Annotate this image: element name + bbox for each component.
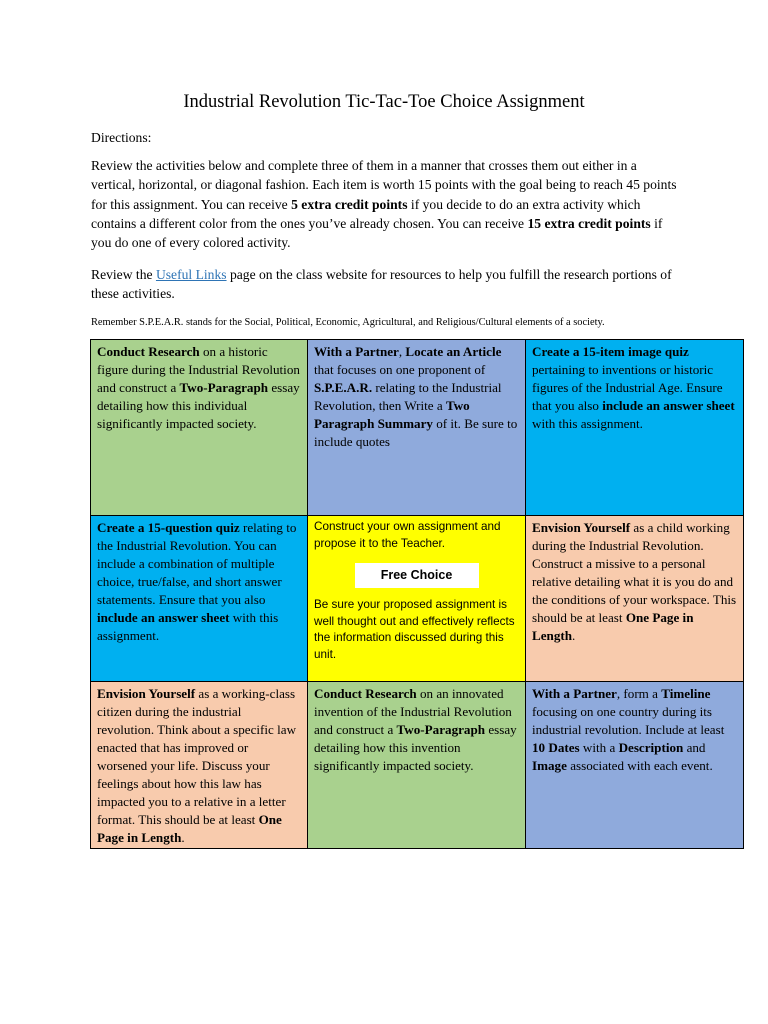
activity-cell-2-1 <box>91 516 308 682</box>
spear-note: Remember S.P.E.A.R. stands for the Social, Political, Economic, Agricultural, and Religious/Cultural elements of a society. <box>91 317 605 328</box>
cell-bold: include an answer sheet <box>97 610 230 625</box>
cell-text: pertaining to inventions or historic figures of the Industrial Age. Ensure that you also <box>532 362 723 413</box>
cell-text: Construct your own assignment and propose it to the Teacher. <box>314 520 501 550</box>
cell-bold: Envision Yourself <box>97 686 196 701</box>
activity-cell-2-3 <box>526 516 744 682</box>
cell-text: essay detailing how this invention significantly impacted society. <box>314 722 517 773</box>
cell-bold: Timeline <box>661 686 711 701</box>
cell-bold: One Page in Length <box>532 610 694 643</box>
cell-bold: Locate an Article <box>405 344 502 359</box>
activity-cell-3-2 <box>308 682 526 849</box>
cell-bold: Create a 15-question quiz <box>97 520 240 535</box>
cell-text: that focuses on one proponent of <box>314 362 486 377</box>
activity-cell-1-1 <box>91 340 308 516</box>
cell-text: . <box>572 628 576 643</box>
directions-text: Review the activities below and complete three of them in a manner that crosses them out either in a vertical, horizontal, or diagonal fashion. Each item is worth 15 points with the goal being to reach 45 points for this assignment. You can receive <box>91 158 677 212</box>
directions-label: Directions: <box>91 130 152 145</box>
cell-text: of it. Be sure to include quotes <box>314 416 518 449</box>
cell-bold: Envision Yourself <box>532 520 631 535</box>
cell-text: and <box>683 740 706 755</box>
cell-text: essay detailing how this individual significantly impacted society. <box>97 380 300 431</box>
cell-bold: Create a 15-item image quiz <box>532 344 689 359</box>
cell-bold: 10 Dates <box>532 740 580 755</box>
cell-text: as a child working during the Industrial Revolution. Construct a missive to a personal relative detailing what it is you do and the conditions of your workspace. This should be at least <box>532 520 737 625</box>
cell-text: , form a <box>616 686 662 701</box>
directions-text: if you decide to do an extra activity which contains a different color from the ones you’ve already chosen. You can receive <box>91 196 641 231</box>
cell-bold: Two Paragraph Summary <box>314 398 470 431</box>
cell-text: associated with each event. <box>566 758 713 773</box>
directions-text: if you do one of every colored activity. <box>91 215 663 251</box>
free-choice-box: Free Choice <box>355 563 479 588</box>
page-title: Industrial Revolution Tic-Tac-Toe Choice Assignment <box>183 92 585 112</box>
choice-board <box>90 339 744 849</box>
useful-links-link[interactable]: Useful Links <box>155 267 227 282</box>
extra-credit-5: 5 extra credit points <box>291 196 408 212</box>
cell-text: relating to the Industrial Revolution, then Write a <box>314 380 502 413</box>
cell-text: focusing on one country during its industrial revolution. Include at least <box>532 704 725 737</box>
cell-bold: Two-Paragraph <box>396 722 486 737</box>
cell-text: with a <box>579 740 619 755</box>
cell-text: with this assignment. <box>532 416 643 431</box>
activity-cell-2-2-free-choice <box>308 516 526 682</box>
cell-text: . <box>181 830 185 845</box>
resources-text: Review the <box>91 267 156 282</box>
resources-text: page on the class website for resources to help you fulfill the research portions of these activities. <box>91 267 672 302</box>
cell-text: as a working-class citizen during the industrial revolution. Think about a specific law enacted that has improved or worsened your life. Discuss your feelings about how this law has impacted you to a relative in a letter format. This should be at least <box>97 686 297 827</box>
cell-text: relating to the Industrial Revolution. You can include a combination of multiple choice, true/false, and short answer statements. Ensure that you also <box>97 520 297 607</box>
activity-cell-1-2 <box>308 340 526 516</box>
extra-credit-15: 15 extra credit points <box>527 215 651 231</box>
cell-text: , <box>398 344 406 359</box>
activity-cell-3-1 <box>91 682 308 849</box>
cell-bold: Two-Paragraph <box>179 380 269 395</box>
activity-cell-3-3 <box>526 682 744 849</box>
cell-bold: With a Partner <box>532 686 617 701</box>
cell-bold: Conduct Research <box>314 686 417 701</box>
cell-bold: Image <box>532 758 567 773</box>
cell-bold: include an answer sheet <box>602 398 735 413</box>
cell-bold: With a Partner <box>314 344 399 359</box>
cell-bold: Description <box>618 740 684 755</box>
activity-cell-1-3 <box>526 340 744 516</box>
resources-paragraph <box>91 265 681 304</box>
cell-bold: S.P.E.A.R. <box>314 380 373 395</box>
cell-text: on a historic figure during the Industrial Revolution and construct a <box>97 344 300 395</box>
cell-bold: One Page in Length <box>97 812 282 845</box>
cell-text: with this assignment. <box>97 610 279 643</box>
directions-paragraph <box>91 156 681 252</box>
cell-text: on an innovated invention of the Industrial Revolution and construct a <box>314 686 512 737</box>
cell-bold: Conduct Research <box>97 344 200 359</box>
cell-text: Be sure your proposed assignment is well thought out and effectively reflects the information discussed during this unit. <box>314 598 515 661</box>
